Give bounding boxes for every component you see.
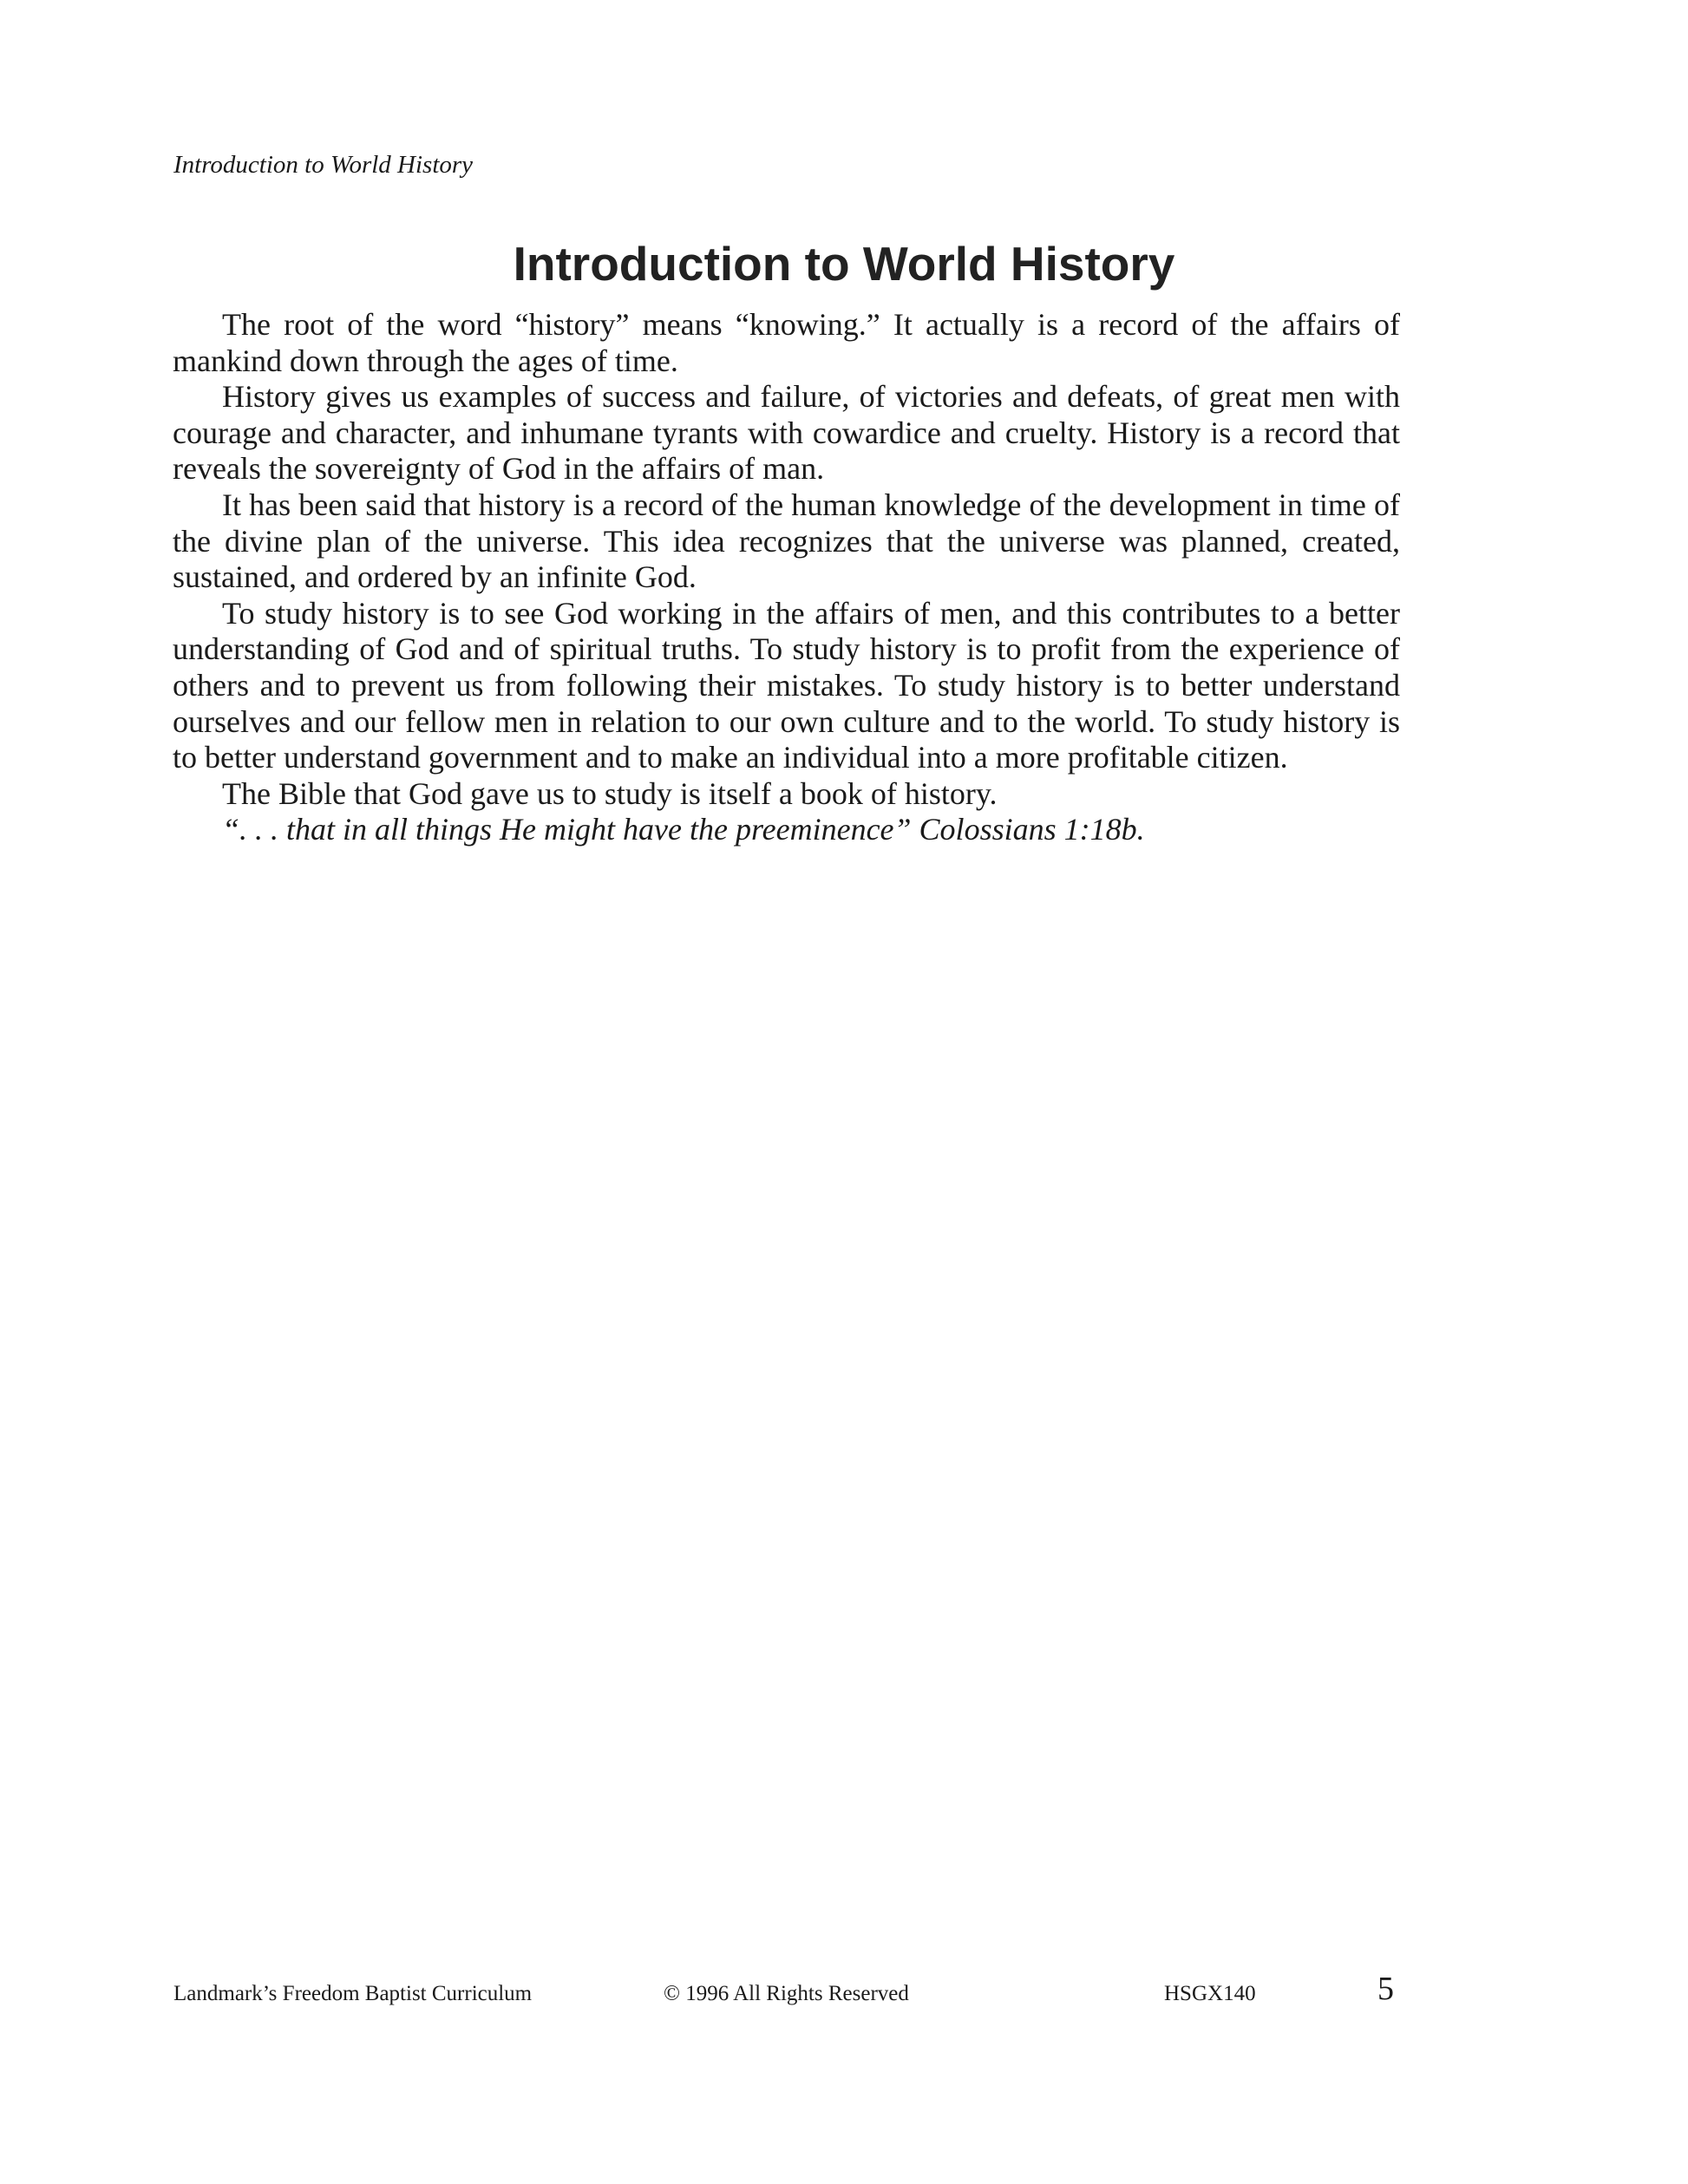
paragraph-2: History gives us examples of success and failure, of victories and defeats, of great men with courage and character, and inhumane tyrants with cowardice and cruelty. History is a record that reveals the sovereignty of God in the affairs of man. (173, 379, 1400, 487)
footer-course-code: HSGX140 (1164, 1982, 1256, 2005)
paragraph-3: It has been said that history is a record of the human knowledge of the development in time of the divine plan of the universe. This idea recognizes that the universe was planned, created, sustained, and ordered by an infinite God. (173, 487, 1400, 595)
page-number: 5 (1377, 1971, 1394, 2007)
page-title: Introduction to World History (513, 237, 1175, 291)
scripture-quote: “. . . that in all things He might have the preeminence” Colossians 1:18b. (222, 812, 1145, 847)
footer-copyright: © 1996 All Rights Reserved (664, 1982, 909, 2005)
running-header: Introduction to World History (173, 151, 474, 179)
footer-publisher: Landmark’s Freedom Baptist Curriculum (173, 1982, 533, 2005)
paragraph-1: The root of the word “history” means “knowing.” It actually is a record of the affairs of mankind down through the ages of time. (173, 307, 1400, 378)
paragraph-5: The Bible that God gave us to study is itself a book of history. (222, 775, 998, 811)
paragraph-4: To study history is to see God working in the affairs of men, and this contributes to a better understanding of God and of spiritual truths. To study history is to profit from the experience of others and to prevent us from following their mistakes. To study history is to better understand ourselves and our fellow men in relation to our own culture and to the world. To study history is to better understand government and to make an individual into a more profitable citizen. (173, 595, 1400, 775)
body-text (173, 307, 1400, 848)
